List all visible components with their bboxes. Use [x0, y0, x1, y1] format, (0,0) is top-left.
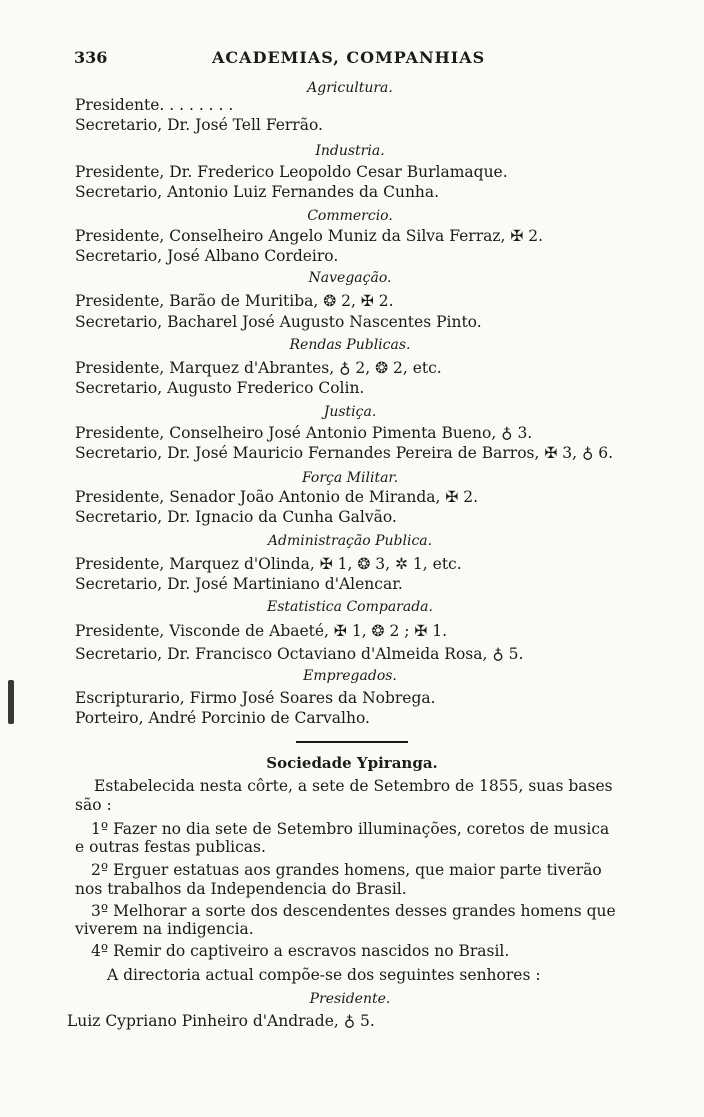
- society-paragraph-line: 1º Fazer no dia sete de Setembro illuminações, coretos de musica: [91, 820, 610, 838]
- section-line: Secretario, Dr. Ignacio da Cunha Galvão.: [75, 508, 397, 526]
- section-title-industria: Industria.: [315, 143, 385, 159]
- section-line: Presidente. . . . . . . .: [75, 96, 234, 114]
- society-paragraph-line: 2º Erguer estatuas aos grandes homens, que maior parte tiverão: [91, 861, 602, 879]
- section-line: Presidente, Conselheiro Angelo Muniz da Silva Ferraz, ✠ 2.: [75, 227, 544, 245]
- society-paragraph-line: 3º Melhorar a sorte dos descendentes desses grandes homens que: [91, 902, 616, 920]
- section-title-navegacao: Navegação.: [308, 270, 392, 286]
- society-paragraph-line: viverem na indigencia.: [75, 920, 254, 938]
- section-title-empregados: Empregados.: [303, 668, 397, 684]
- section-line: Secretario, Antonio Luiz Fernandes da Cunha.: [75, 183, 440, 201]
- margin-binding-mark: [8, 680, 14, 724]
- section-line: Presidente, Barão de Muritiba, ❂ 2, ✠ 2.: [75, 292, 394, 310]
- section-line: Presidente, Dr. Frederico Leopoldo Cesar Burlamaque.: [75, 163, 508, 181]
- society-paragraph-line: Estabelecida nesta côrte, a sete de Setembro de 1855, suas bases: [94, 777, 613, 795]
- section-title-forca-militar: Força Militar.: [301, 470, 399, 486]
- president-name: Luiz Cypriano Pinheiro d'Andrade, ♁ 5.: [67, 1012, 375, 1030]
- society-paragraph-line: nos trabalhos da Independencia do Brasil.: [75, 880, 407, 898]
- section-title-estatistica-comparada: Estatistica Comparada.: [267, 599, 433, 615]
- section-title-commercio: Commercio.: [307, 208, 393, 224]
- section-line: Presidente, Marquez d'Abrantes, ♁ 2, ❂ 2, etc.: [75, 359, 442, 377]
- section-line: Presidente, Marquez d'Olinda, ✠ 1, ❂ 3, ✲ 1, etc.: [75, 555, 462, 573]
- page-number: 336: [74, 48, 108, 67]
- section-line: Secretario, Dr. Francisco Octaviano d'Almeida Rosa, ♁ 5.: [75, 645, 524, 663]
- society-paragraph-line: são :: [75, 796, 112, 814]
- page-header: [74, 48, 514, 72]
- section-line: Porteiro, André Porcinio de Carvalho.: [75, 709, 370, 727]
- section-title-justica: Justiça.: [323, 404, 377, 420]
- society-paragraph-line: e outras festas publicas.: [75, 838, 266, 856]
- section-title-rendas-publicas: Rendas Publicas.: [289, 337, 411, 353]
- president-heading: Presidente.: [309, 991, 391, 1007]
- section-line: Presidente, Senador João Antonio de Miranda, ✠ 2.: [75, 488, 479, 506]
- section-line: Presidente, Conselheiro José Antonio Pimenta Bueno, ♁ 3.: [75, 424, 533, 442]
- section-line: Secretario, Dr. José Tell Ferrão.: [75, 116, 323, 134]
- society-paragraph-line: A directoria actual compõe-se dos seguintes senhores :: [107, 966, 541, 984]
- section-line: Secretario, Bacharel José Augusto Nascentes Pinto.: [75, 313, 482, 331]
- section-line: Secretario, Augusto Frederico Colin.: [75, 379, 365, 397]
- section-line: Secretario, Dr. José Martiniano d'Alencar.: [75, 575, 403, 593]
- society-paragraph-line: 4º Remir do captiveiro a escravos nascidos no Brasil.: [91, 942, 510, 960]
- running-title: ACADEMIAS, COMPANHIAS: [212, 48, 486, 67]
- section-title-agricultura: Agricultura.: [307, 80, 393, 96]
- section-title-administracao-publica: Administração Publica.: [267, 533, 433, 549]
- society-title: Sociedade Ypiranga.: [266, 754, 438, 772]
- section-line: Escripturario, Firmo José Soares da Nobrega.: [75, 689, 436, 707]
- section-line: Presidente, Visconde de Abaeté, ✠ 1, ❂ 2 ; ✠ 1.: [75, 622, 448, 640]
- section-line: Secretario, José Albano Cordeiro.: [75, 247, 339, 265]
- section-line: Secretario, Dr. José Mauricio Fernandes Pereira de Barros, ✠ 3, ♁ 6.: [75, 444, 614, 462]
- section-divider: [296, 741, 408, 743]
